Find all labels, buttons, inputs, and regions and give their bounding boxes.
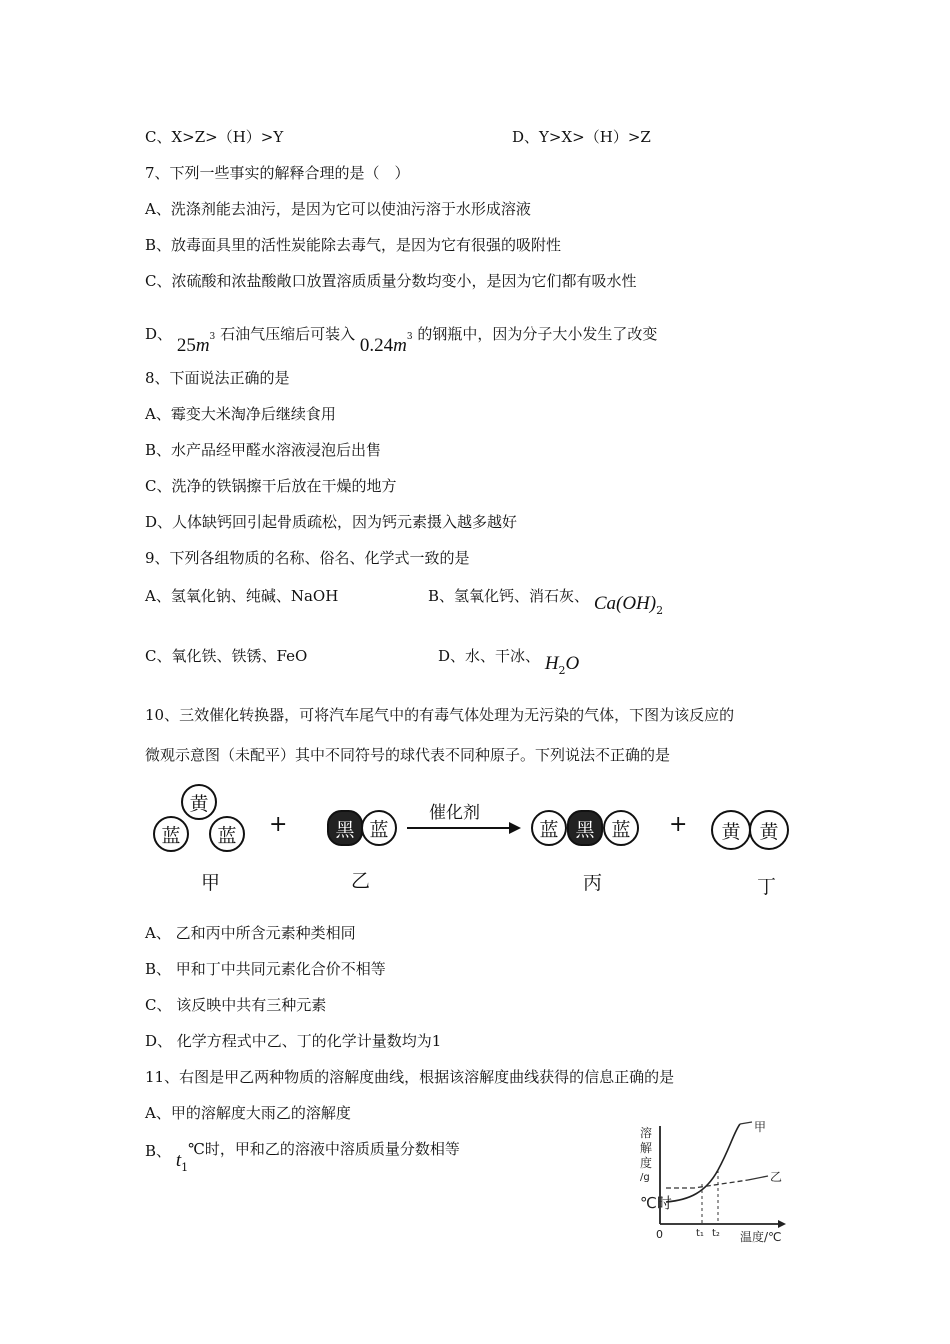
reaction-diagram (145, 772, 810, 897)
atom-black: 黑 (567, 810, 603, 846)
label-yi: 乙 (351, 870, 371, 892)
q9-option-c: C、氧化铁、铁锈、FeO (145, 647, 308, 665)
atom-blue: 蓝 (361, 810, 397, 846)
q9-option-d-formula-h: H (544, 653, 559, 674)
graph-xlabel: 温度/℃ (740, 1230, 782, 1244)
label-jia: 甲 (201, 872, 221, 894)
q7-volume-1-unit: m (195, 335, 210, 356)
q9-option-d-subscript: 2 (558, 664, 566, 677)
q7-volume-2-unit: m (393, 335, 407, 356)
q9-option-b-formula: Ca(OH) (593, 593, 657, 614)
q10-option-d: D、 化学方程式中乙、丁的化学计量数均为1 (145, 1032, 442, 1050)
x-axis-arrowhead (778, 1220, 786, 1228)
graph-overlay-text: ℃时 (640, 1194, 672, 1212)
q8-option-a: A、霉变大米淘净后继续食用 (145, 405, 336, 423)
q8-option-d: D、人体缺钙回引起骨质疏松，因为钙元素摄入越多越好 (145, 513, 518, 531)
q8-option-b: B、水产品经甲醛水溶液浸泡后出售 (145, 441, 382, 459)
q11-option-b-prefix: B、 (145, 1142, 172, 1160)
curve-yi-leader (748, 1176, 768, 1180)
solubility-graph (628, 1118, 798, 1258)
q7-option-c: C、浓硫酸和浓盐酸敞口放置溶质质量分数均变小，是因为它们都有吸水性 (145, 272, 637, 290)
q10-option-b: B、 甲和丁中共同元素化合价不相等 (145, 960, 386, 978)
q6-option-d: D、Y>X>（H）>Z (512, 128, 651, 146)
q9-option-d (438, 646, 580, 677)
curve-yi-label: 乙 (770, 1170, 783, 1184)
q9-option-b-text: B、氢氧化钙、消石灰、 (428, 587, 590, 605)
graph-t2: t₂ (712, 1228, 720, 1239)
curve-jia (666, 1124, 740, 1202)
q9-option-d-text: D、水、干冰、 (438, 647, 541, 665)
label-bing: 丙 (583, 872, 603, 894)
q9-option-b (428, 586, 664, 617)
curve-jia-leader (740, 1122, 752, 1124)
q7-option-b: B、放毒面具里的活性炭能除去毒气，是因为它有很强的吸附性 (145, 236, 562, 254)
catalyst-label: 催化剂 (429, 803, 480, 823)
atom-yellow: 黄 (181, 784, 217, 820)
q9-option-d-formula-o: O (565, 653, 580, 674)
curve-yi (666, 1180, 748, 1188)
q11-temperature-t: t (175, 1150, 182, 1171)
q8-option-c: C、洗净的铁锅擦干后放在干燥的地方 (145, 477, 397, 495)
q7-volume-2-number: 0.24 (359, 335, 394, 356)
q9-stem: 9、下列各组物质的名称、俗名、化学式一致的是 (145, 549, 470, 567)
q11-option-b (145, 1140, 460, 1174)
q9-option-a: A、氢氧化钠、纯碱、NaOH (145, 587, 339, 605)
q11-option-a: A、甲的溶解度大雨乙的溶解度 (145, 1104, 351, 1122)
q7-option-d-middle: 石油气压缩后可装入 (220, 325, 356, 343)
atom-blue: 蓝 (531, 810, 567, 846)
label-ding: 丁 (757, 876, 777, 898)
q7-option-a: A、洗涤剂能去油污，是因为它可以使油污溶于水形成溶液 (145, 200, 531, 218)
atom-black: 黑 (327, 810, 363, 846)
graph-t1: t₁ (696, 1228, 704, 1239)
q7-volume-2-exponent: 3 (406, 332, 413, 342)
q11-stem: 11、右图是甲乙两种物质的溶解度曲线，根据该溶解度曲线获得的信息正确的是 (145, 1068, 675, 1086)
reaction-arrowhead (509, 822, 521, 834)
plus-sign: + (269, 812, 288, 837)
q10-option-a: A、 乙和丙中所含元素种类相同 (145, 924, 356, 942)
q8-stem: 8、下面说法正确的是 (145, 369, 290, 387)
q7-option-d (145, 310, 658, 356)
atom-blue: 蓝 (603, 810, 639, 846)
atom-yellow: 黄 (749, 810, 789, 850)
atom-blue: 蓝 (209, 816, 245, 852)
q11-option-b-text: ℃时，甲和乙的溶液中溶质质量分数相等 (188, 1140, 460, 1158)
q7-volume-1-exponent: 3 (209, 332, 216, 342)
reaction-arrow (407, 827, 511, 829)
q6-option-c: C、X>Z>（H）>Y (145, 128, 284, 146)
graph-origin: 0 (656, 1228, 663, 1241)
q10-stem-line-1: 10、三效催化转换器，可将汽车尾气中的有毒气体处理为无污染的气体，下图为该反应的 (145, 706, 735, 724)
atom-yellow: 黄 (711, 810, 751, 850)
q7-stem: 7、下列一些事实的解释合理的是（ ） (145, 164, 410, 182)
q7-option-d-prefix: D、 (145, 325, 173, 343)
graph-unit: /g (640, 1172, 650, 1183)
q9-option-b-subscript: 2 (656, 604, 664, 617)
q10-option-c: C、 该反映中共有三种元素 (145, 996, 327, 1014)
plus-sign: + (669, 812, 688, 837)
q7-volume-1-number: 25 (176, 335, 196, 356)
q7-option-d-suffix: 的钢瓶中，因为分子大小发生了改变 (417, 325, 658, 343)
atom-blue: 蓝 (153, 816, 189, 852)
graph-ylabel: 溶解度 (640, 1126, 653, 1170)
curve-jia-label: 甲 (754, 1120, 767, 1134)
q11-temperature-subscript: 1 (181, 1161, 189, 1174)
q10-stem-line-2: 微观示意图（未配平）其中不同符号的球代表不同种原子。下列说法不正确的是 (145, 746, 671, 764)
